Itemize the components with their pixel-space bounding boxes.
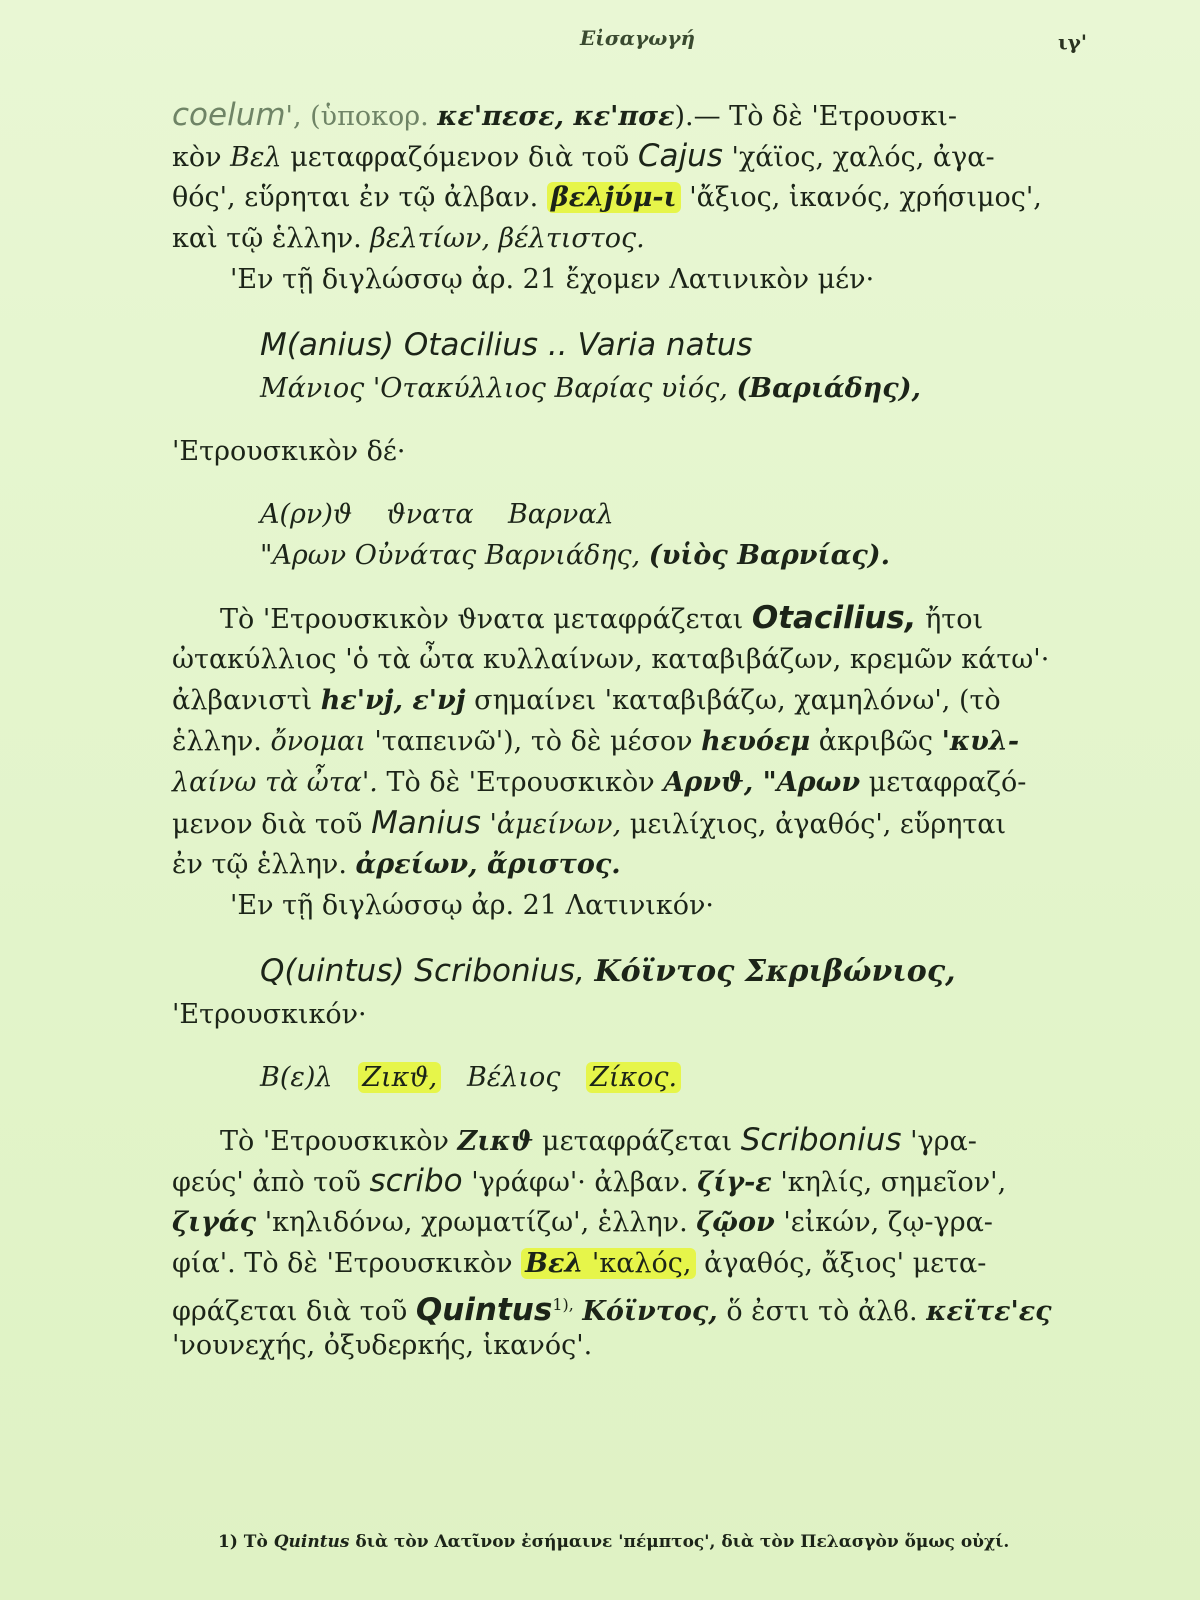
main-text — [172, 95, 1102, 1366]
greek-inscription: Κόϊντος Σκριβώνιος, — [594, 954, 956, 989]
text-run: κὸν — [172, 142, 222, 173]
text-run: 'γρα- — [910, 1126, 977, 1157]
inscription-line — [172, 322, 1102, 368]
text-run: Τὸ 'Ετρουσκικὸν — [220, 1126, 449, 1157]
text-run: 'νουνεχής, ὀξυδερκής, ἱκανός'. — [172, 1330, 593, 1361]
text-line — [172, 994, 1102, 1035]
bold-word: hε'νj, ε'νj — [320, 685, 466, 716]
highlighted-word: 'καλός, — [591, 1248, 692, 1279]
text-line — [172, 680, 1102, 721]
etruscan-word: Βαρναλ — [507, 499, 614, 530]
text-run: ἤτοι — [925, 604, 984, 635]
text-run: ἑλλην. — [172, 726, 262, 757]
greek-inscription: Μάνιος 'Οτακύλλιος Βαρίας υἱός, — [260, 373, 728, 404]
latin-word: coelum — [172, 97, 286, 133]
text-run: 'Εν τῇ διγλώσσῳ ἀρ. 21 ἔχομεν Λατινικὸν μέν· — [230, 264, 875, 295]
text-run: Τὸ 'Ετρουσκικὸν ϑνατα μεταφράζεται — [220, 604, 744, 635]
text-run: ἀλβανιστὶ — [172, 685, 313, 716]
inscription-line — [172, 948, 1102, 994]
bold-word: ζίγ-ε — [697, 1167, 772, 1198]
italic-word: λαίνω τὰ ὦτα'. — [172, 767, 378, 798]
bold-word: Αρνϑ, "Αρων — [663, 767, 861, 798]
latin-word: Scribonius — [740, 1122, 902, 1158]
latin-word: Manius — [371, 805, 481, 841]
text-line — [172, 844, 1102, 885]
footnote — [218, 1532, 1098, 1552]
bold-word: κεϊτε'ες — [926, 1296, 1052, 1327]
etruscan-word: ϑνατα — [386, 499, 474, 530]
latin-word: scribo — [369, 1163, 463, 1199]
etruscan-word: Β(ε)λ — [260, 1062, 333, 1093]
italic-word: ὄνομαι — [270, 726, 366, 757]
text-run: 'Ετρουσκικὸν δέ· — [172, 436, 406, 467]
footnote-latin: Quintus — [273, 1532, 350, 1552]
text-line — [172, 431, 1102, 472]
italic-word: βελτίων, βέλτιστος. — [370, 223, 645, 254]
spacer — [172, 1098, 1102, 1120]
text-line — [172, 136, 1102, 177]
bold-word: Κόϊντος, — [582, 1296, 718, 1327]
text-line — [172, 598, 1102, 639]
text-line — [172, 885, 1102, 926]
page-number: ιγ' — [1058, 30, 1088, 54]
footnote-marker: 1) — [218, 1532, 238, 1552]
highlighted-word: Βελ — [525, 1248, 584, 1279]
bold-word: κε'πεσε, κε'πσε — [437, 101, 675, 132]
text-line — [172, 1120, 1102, 1161]
text-run: ἐν τῷ ἑλλην. — [172, 849, 347, 880]
text-run: Τὸ δὲ 'Ετρουσκικὸν — [386, 767, 655, 798]
footnote-text: διὰ τὸν Λατῖνον ἐσήμαινε 'πέμπτος', διὰ τὸν Πελασγὸν ὅμως οὐχί. — [355, 1532, 1010, 1552]
text-run: 'γράφω'· ἀλβαν. — [471, 1167, 689, 1198]
text-run: μειλίχιος, ἀγαθός', εὕρηται — [629, 809, 1007, 840]
bold-word: (υἱὸς Βαρνίας). — [648, 540, 890, 571]
latin-word: Otacilius, — [751, 600, 917, 636]
spacer — [172, 1035, 1102, 1057]
text-run: ἀκριβῶς — [818, 726, 934, 757]
text-run: ', (ὑποκορ. — [285, 101, 429, 132]
inscription-line — [172, 494, 1102, 535]
text-run: 'Ετρουσκικόν· — [172, 999, 367, 1030]
bold-word: 'κυλ- — [941, 726, 1020, 757]
highlighted-word: Ζικϑ, — [358, 1062, 441, 1093]
greek-word: Βέλιος — [466, 1062, 561, 1093]
text-line — [172, 1325, 1102, 1366]
inscription-line — [172, 535, 1102, 576]
italic-word: 'ἀμείνων, — [489, 809, 622, 840]
bold-word: Ζικϑ — [457, 1126, 534, 1157]
text-run: ).— Τὸ δὲ 'Ετρουσκι- — [674, 101, 957, 132]
running-header — [0, 18, 1200, 58]
text-run: 'εἰκών, ζῳ-γρα- — [783, 1207, 993, 1238]
spacer — [172, 926, 1102, 948]
latin-inscription: Q(uintus) Scribonius, — [260, 953, 585, 989]
spacer — [172, 409, 1102, 431]
text-run: ὠτακύλλιος 'ὁ τὰ ὦτα κυλλαίνων, καταβιβάζων, κρεμῶν κάτω'· — [172, 644, 1050, 675]
text-line — [172, 1243, 1102, 1284]
text-line — [172, 259, 1102, 300]
text-run: φεύς' ἀπὸ τοῦ — [172, 1167, 361, 1198]
bold-word: ζῷον — [696, 1207, 775, 1238]
text-line — [172, 177, 1102, 218]
text-run: μεταφράζεται — [542, 1126, 733, 1157]
text-line — [172, 721, 1102, 762]
text-line — [172, 803, 1102, 844]
text-run: μεταφραζό- — [868, 767, 1027, 798]
highlighted-word: βελjύμ-ι — [547, 182, 681, 213]
footnote-ref: 1), — [552, 1295, 574, 1314]
text-run: καὶ τῷ ἑλλην. — [172, 223, 362, 254]
latin-word: Quintus — [415, 1292, 553, 1328]
text-line — [172, 218, 1102, 259]
text-run: 'Εν τῇ διγλώσσῳ ἀρ. 21 Λατινικόν· — [230, 890, 714, 921]
text-line — [172, 1202, 1102, 1243]
etruscan-word: A(ρν)ϑ — [260, 499, 353, 530]
text-run: 'ἄξιος, ἱκανός, χρήσιμος', — [689, 182, 1042, 213]
text-run: ὅ ἐστι τὸ ἀλϐ. — [726, 1296, 918, 1327]
bold-word: (Βαριάδης), — [736, 373, 921, 404]
bold-word: ἀρείων, ἄριστος. — [355, 849, 621, 880]
text-line — [172, 639, 1102, 680]
greek-inscription: "Αρων Οὐνάτας Βαρνιάδης, — [260, 540, 641, 571]
text-run: φία'. Τὸ δὲ 'Ετρουσκικὸν — [172, 1248, 513, 1279]
text-run: 'κηλίς, σημεῖον', — [780, 1167, 1007, 1198]
bold-word: ζιγάς — [172, 1207, 257, 1238]
inscription-line — [172, 368, 1102, 409]
spacer — [172, 300, 1102, 322]
running-title: Εἰσαγωγή — [580, 26, 696, 50]
bold-word: hευόεμ — [701, 726, 811, 757]
latin-inscription: M(anius) Otacilius .. Varia natus — [260, 327, 753, 363]
text-run: μεταφραζόμενον διὰ τοῦ — [290, 142, 630, 173]
spacer — [172, 576, 1102, 598]
text-line — [172, 1284, 1102, 1328]
text-run: φράζεται διὰ τοῦ — [172, 1296, 408, 1327]
text-run: 'χάϊος, χαλός, ἀγα- — [731, 142, 995, 173]
text-run: 'ταπεινῶ'), τὸ δὲ μέσον — [374, 726, 693, 757]
spacer — [172, 472, 1102, 494]
text-run: θός', εὕρηται ἐν τῷ ἀλβαν. — [172, 182, 539, 213]
footnote-text: Τὸ — [243, 1532, 268, 1552]
text-line — [172, 95, 1102, 136]
italic-word: Βελ — [230, 142, 282, 173]
text-run: ἀγαθός, ἄξιος' μετα- — [704, 1248, 987, 1279]
highlighted-word: Ζίκος. — [586, 1062, 681, 1093]
inscription-line — [172, 1057, 1102, 1098]
text-run: μενον διὰ τοῦ — [172, 809, 363, 840]
latin-word: Cajus — [637, 138, 723, 174]
text-line — [172, 762, 1102, 803]
text-run: σημαίνει 'καταβιβάζω, χαμηλόνω', (τὸ — [474, 685, 1001, 716]
text-line — [172, 1161, 1102, 1202]
text-run: 'κηλιδόνω, χρωματίζω', ἑλλην. — [264, 1207, 688, 1238]
